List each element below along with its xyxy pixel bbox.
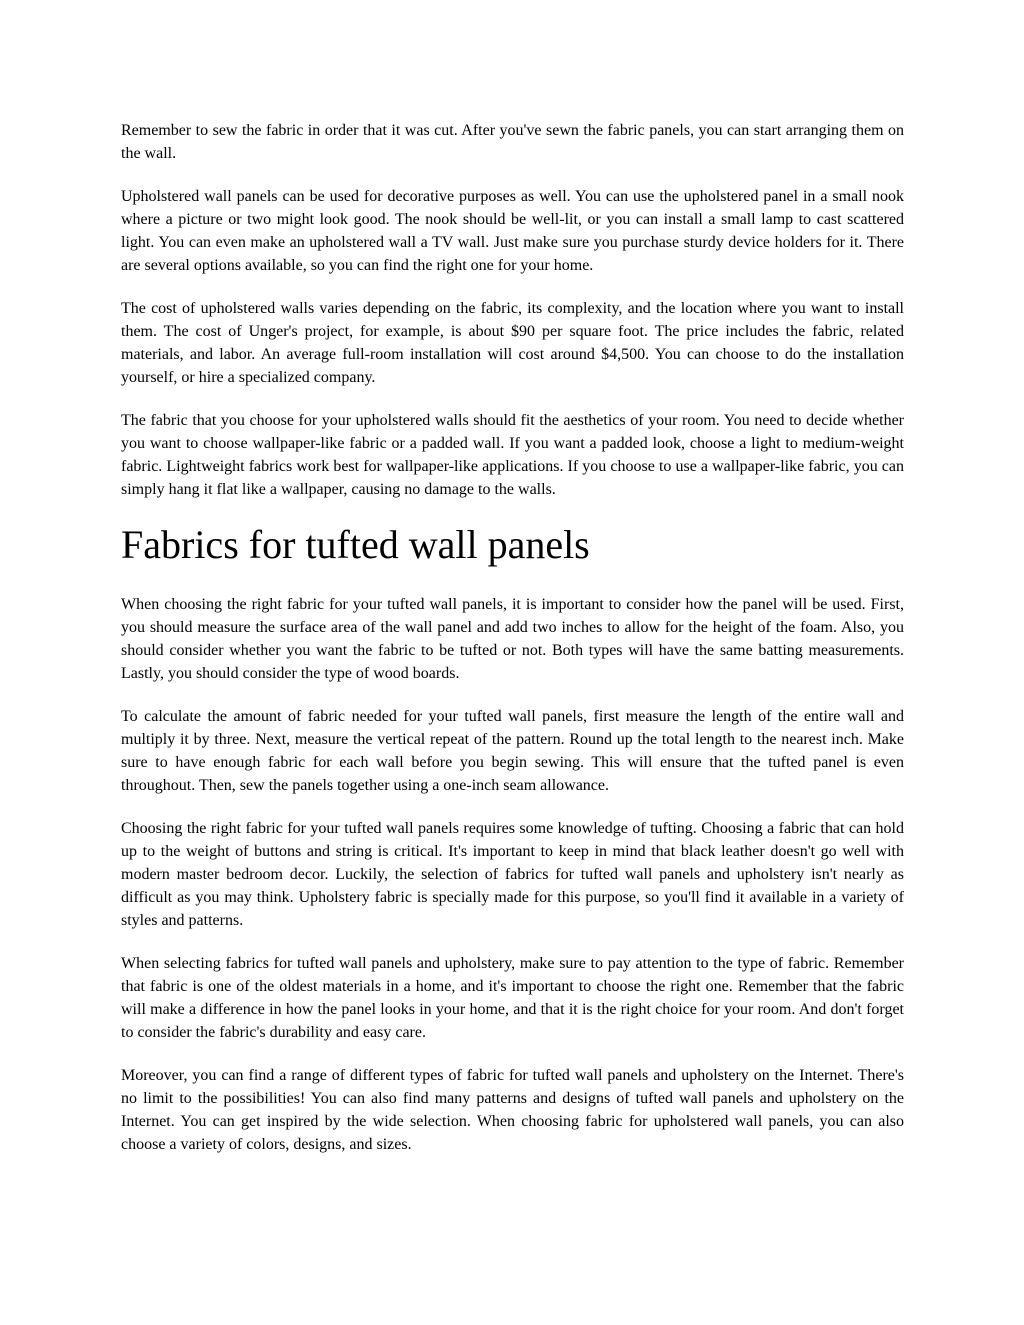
paragraph-decorative-use: Upholstered wall panels can be used for decorative purposes as well. You can use the upholstered panel in a small nook where a picture or two might look good. The nook should be well-lit, or you can install a small lamp to cast scattered light. You can even make an upholstered wall a TV wall. Just make sure you purchase sturdy device holders for it. There are several options available, so you can find the right one for your home. [121,188,904,274]
paragraph-calculate-fabric: To calculate the amount of fabric needed for your tufted wall panels, first measure the length of the entire wall and multiply it by three. Next, measure the vertical repeat of the pattern. Round up the total length to the nearest inch. Make sure to have enough fabric for each wall before you begin sewing. This will ensure that the tufted panel is even throughout. Then, sew the panels together using a one-inch seam allowance. [121,708,904,794]
paragraph-tufting-knowledge: Choosing the right fabric for your tufted wall panels requires some knowledge of tufting. Choosing a fabric that can hold up to the weight of buttons and string is critical. It's important to keep in mind that black leather doesn't go well with modern master bedroom decor. Luckily, the selection of fabrics for tufted wall panels and upholstery isn't nearly as difficult as you may think. Upholstery fabric is specially made for this purpose, so you'll find it available in a variety of styles and patterns. [121,820,904,929]
section-heading: Fabrics for tufted wall panels [121,522,590,567]
paragraph-fabric-type: When selecting fabrics for tufted wall panels and upholstery, make sure to pay attention to the type of fabric. Remember that fabric is one of the oldest materials in a home, and it's important to choose the right one. Remember that the fabric will make a difference in how the panel looks in your home, and that it is the right choice for your room. And don't forget to consider the fabric's durability and easy care. [121,955,904,1041]
paragraph-sew-order: Remember to sew the fabric in order that it was cut. After you've sewn the fabric panels, you can start arranging them on the wall. [121,122,904,162]
paragraph-internet-options: Moreover, you can find a range of different types of fabric for tufted wall panels and upholstery on the Internet. There's no limit to the possibilities! You can also find many patterns and designs of tufted wall panels and upholstery on the Internet. You can get inspired by the wide selection. When choosing fabric for upholstered wall panels, you can also choose a variety of colors, designs, and sizes. [121,1067,904,1153]
paragraph-cost: The cost of upholstered walls varies depending on the fabric, its complexity, and the location where you want to install them. The cost of Unger's project, for example, is about $90 per square foot. The price includes the fabric, related materials, and labor. An average full-room installation will cost around $4,500. You can choose to do the installation yourself, or hire a specialized company. [121,300,904,386]
paragraph-choosing-fabric: When choosing the right fabric for your tufted wall panels, it is important to consider how the panel will be used. First, you should measure the surface area of the wall panel and add two inches to allow for the height of the foam. Also, you should consider whether you want the fabric to be tufted or not. Both types will have the same batting measurements. Lastly, you should consider the type of wood boards. [121,596,904,682]
paragraph-fabric-aesthetics: The fabric that you choose for your upholstered walls should fit the aesthetics of your room. You need to decide whether you want to choose wallpaper-like fabric or a padded wall. If you want a padded look, choose a light to medium-weight fabric. Lightweight fabrics work best for wallpaper-like applications. If you choose to use a wallpaper-like fabric, you can simply hang it flat like a wallpaper, causing no damage to the walls. [121,412,904,498]
document-body [121,119,904,1176]
